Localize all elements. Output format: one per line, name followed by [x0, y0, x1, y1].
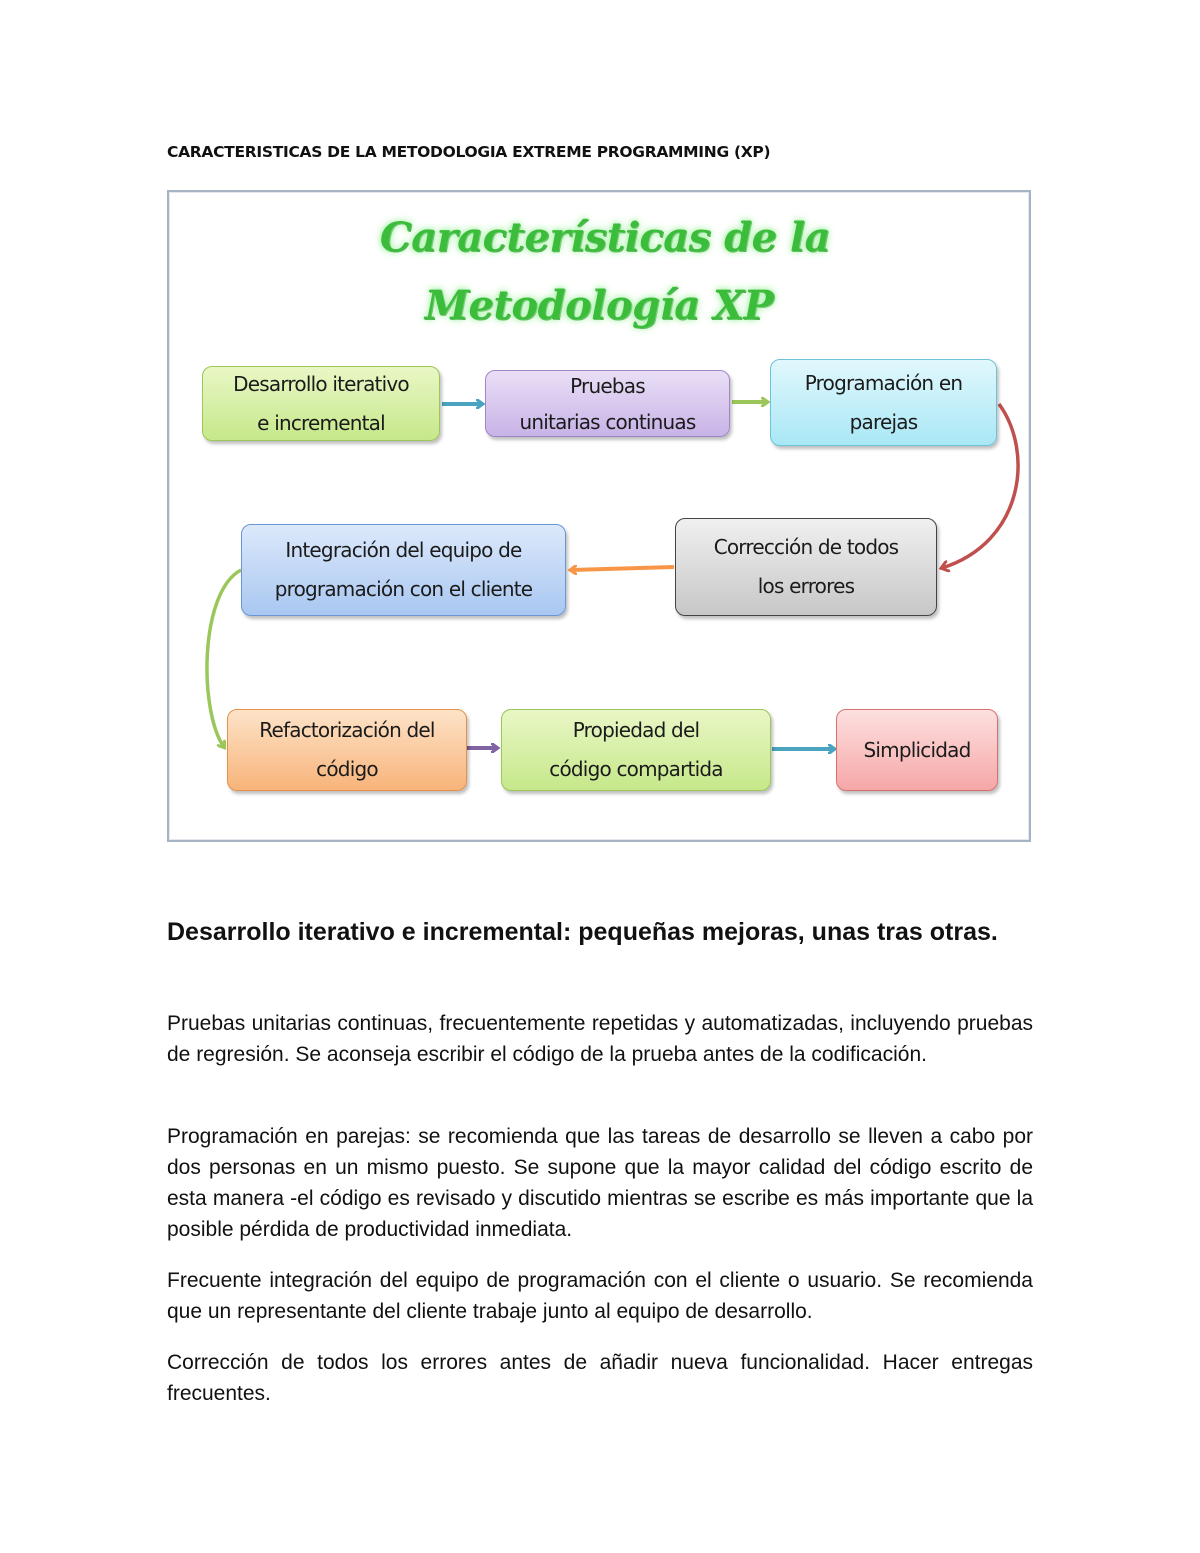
node-propiedad-line1: Propiedad del [572, 718, 700, 742]
diagram-title-line1: Características de la [379, 214, 831, 261]
diagram-title-line2: Metodología XP [424, 282, 774, 329]
node-integracion-line2: programación con el cliente [274, 577, 533, 601]
document-heading: CARACTERISTICAS DE LA METODOLOGIA EXTREME PROGRAMMING (XP) [167, 143, 771, 161]
node-pruebas-unitarias [485, 370, 730, 437]
section-title: Desarrollo iterativo e incremental: pequeñas mejoras, unas tras otras. [167, 918, 998, 946]
node-simplicidad [836, 709, 998, 791]
paragraph-programacion: Programación en parejas: se recomienda que las tareas de desarrollo se lleven a cabo por dos personas en un mismo puesto. Se supone que la mayor calidad del código escrito de esta manera -el código es revisado y discutido mientras se escribe es más importante que la posible pérdida de productividad inmediata. [167, 1125, 1033, 1241]
node-refactorizacion [227, 709, 467, 791]
node-integracion-cliente [241, 524, 566, 616]
node-correccion-line1: Corrección de todos [713, 535, 899, 559]
node-programacion-line2: parejas [849, 409, 918, 434]
paragraph-integracion: Frecuente integración del equipo de programación con el cliente o usuario. Se recomienda que un representante del cliente trabaje junto al equipo de desarrollo. [167, 1269, 1033, 1323]
paragraph-pruebas: Pruebas unitarias continuas, frecuentemente repetidas y automatizadas, incluyendo pruebas de regresión. Se aconseja escribir el código de la prueba antes de la codificación. [167, 1012, 1033, 1066]
node-refactorizacion-line1: Refactorización del [259, 718, 435, 742]
node-pruebas-line1: Pruebas [570, 373, 645, 398]
node-programacion-line1: Programación en [804, 370, 963, 395]
node-desarrollo-line1: Desarrollo iterativo [233, 371, 409, 396]
node-propiedad-line2: código compartida [549, 757, 723, 781]
node-desarrollo-iterativo [202, 366, 440, 441]
node-correccion-errores [675, 518, 937, 616]
paragraph-correccion: Corrección de todos los errores antes de añadir nueva funcionalidad. Hacer entregas frecuentes. [167, 1351, 1033, 1405]
xp-characteristics-diagram [167, 190, 1031, 842]
node-integracion-line1: Integración del equipo de [285, 538, 522, 562]
node-propiedad-codigo [501, 709, 771, 791]
node-programacion-en-parejas [770, 359, 997, 446]
node-refactorizacion-line2: código [316, 757, 378, 781]
node-desarrollo-line2: e incremental [257, 410, 385, 435]
node-correccion-line2: los errores [757, 574, 855, 598]
node-pruebas-line2: unitarias continuas [519, 409, 696, 434]
node-simplicidad-label: Simplicidad [863, 737, 971, 762]
arrow-correccion-to-integracion [571, 567, 674, 570]
